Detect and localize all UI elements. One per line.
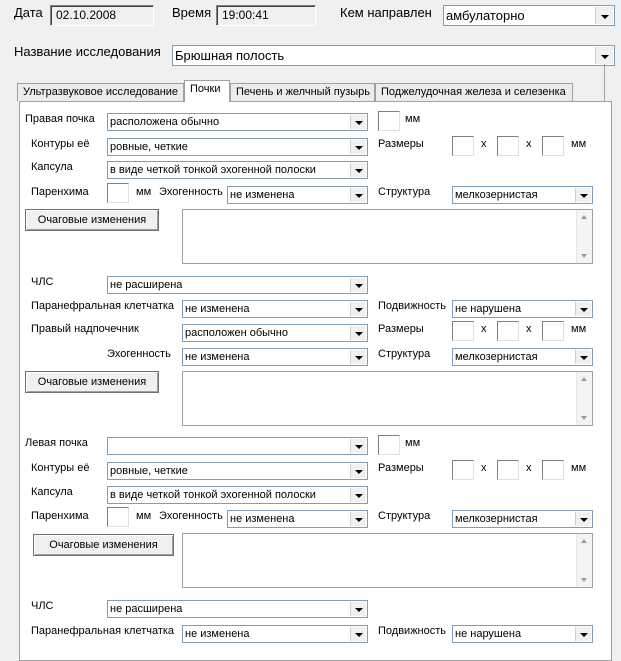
tab-kidneys[interactable]: Почки <box>184 80 230 102</box>
right-kidney-pcs-value: не расширена <box>110 279 183 291</box>
right-adrenal-size-mm-label: мм <box>571 323 587 335</box>
right-kidney-contours-value: ровные, четкие <box>110 141 188 153</box>
right-kidney-echogenicity-value: не изменена <box>230 189 295 201</box>
chevron-down-icon[interactable] <box>350 439 366 453</box>
left-kidney-position-select[interactable] <box>107 437 368 455</box>
left-kidney-length-input[interactable] <box>452 460 474 480</box>
left-kidney-sizes-label: Размеры <box>378 462 424 474</box>
right-adrenal-x1-label: x <box>481 323 487 335</box>
study-name-value: Брюшная полость <box>175 48 285 63</box>
left-kidney-parenchyma-mm-label: мм <box>136 510 152 522</box>
right-kidney-capsule-select[interactable] <box>107 161 368 179</box>
right-kidney-structure-value: мелкозернистая <box>455 189 538 201</box>
tab-liver-gallbladder[interactable]: Печень и желчный пузырь <box>230 83 375 101</box>
right-adrenal-echogenicity-select[interactable] <box>182 348 368 366</box>
right-kidney-parenchyma-label: Паренхима <box>31 186 89 198</box>
right-kidney-depth-input[interactable] <box>542 136 564 156</box>
right-kidney-contours-select[interactable] <box>107 138 368 156</box>
chevron-down-icon[interactable] <box>350 488 366 502</box>
left-kidney-focal-changes-button[interactable]: Очаговые изменения <box>33 534 174 556</box>
right-kidney-mm-label: мм <box>405 113 421 125</box>
left-kidney-width-input[interactable] <box>497 460 519 480</box>
tab-pancreas-spleen[interactable]: Поджелудочная железа и селезенка <box>375 83 573 101</box>
left-kidney-mobility-select[interactable] <box>452 625 593 643</box>
right-kidney-pcs-select[interactable] <box>107 276 368 294</box>
left-kidney-mm-label: мм <box>405 437 421 449</box>
left-kidney-label: Левая почка <box>25 437 88 449</box>
tab-ultrasound[interactable]: Ультразвуковое исследование <box>17 83 184 101</box>
chevron-down-icon[interactable] <box>350 602 366 616</box>
chevron-down-icon[interactable] <box>575 302 591 316</box>
right-kidney-mobility-select[interactable] <box>452 300 593 318</box>
right-kidney-echogenicity-select[interactable] <box>227 186 368 204</box>
referred-by-label: Кем направлен <box>340 5 432 20</box>
left-kidney-paranephric-label: Паранефральная клетчатка <box>31 625 175 637</box>
left-kidney-paranephric-select[interactable] <box>182 625 368 643</box>
right-kidney-structure-label: Структура <box>378 186 431 198</box>
left-kidney-depth-input[interactable] <box>542 460 564 480</box>
chevron-down-icon[interactable] <box>350 512 366 526</box>
left-kidney-pcs-label: ЧЛС <box>31 600 54 612</box>
right-kidney-contours-label: Контуры её <box>31 138 90 150</box>
left-kidney-echogenicity-value: не изменена <box>230 513 295 525</box>
chevron-down-icon[interactable] <box>350 163 366 177</box>
scroll-up-arrow-icon[interactable] <box>576 534 592 587</box>
left-kidney-size-input[interactable] <box>378 435 400 455</box>
left-kidney-x1-label: x <box>481 462 487 474</box>
right-kidney-paranephric-select[interactable] <box>182 300 368 318</box>
right-adrenal-length-input[interactable] <box>452 321 474 341</box>
chevron-down-icon[interactable] <box>575 512 591 526</box>
right-kidney-parenchyma-input[interactable] <box>107 183 129 203</box>
right-kidney-parenchyma-mm-label: мм <box>136 186 152 198</box>
time-field[interactable]: 19:00:41 <box>216 5 316 26</box>
left-kidney-pcs-select[interactable] <box>107 600 368 618</box>
scroll-up-arrow-icon[interactable] <box>576 210 592 263</box>
chevron-down-icon[interactable] <box>575 188 591 202</box>
chevron-down-icon[interactable] <box>595 47 613 64</box>
left-kidney-capsule-label: Капсула <box>31 486 73 498</box>
chevron-down-icon[interactable] <box>575 627 591 641</box>
right-kidney-paranephric-value: не изменена <box>185 303 250 315</box>
right-kidney-length-input[interactable] <box>452 136 474 156</box>
left-kidney-size-mm-label: мм <box>571 462 587 474</box>
right-kidney-label: Правая почка <box>25 113 95 125</box>
left-kidney-structure-label: Структура <box>378 510 431 522</box>
time-label: Время <box>172 5 212 20</box>
right-adrenal-width-input[interactable] <box>497 321 519 341</box>
right-kidney-size-mm-label: мм <box>571 138 587 150</box>
left-kidney-pcs-value: не расширена <box>110 603 183 615</box>
right-kidney-mobility-value: не нарушена <box>455 303 522 315</box>
referred-by-value: амбулаторно <box>446 8 525 23</box>
left-kidney-contours-select[interactable] <box>107 462 368 480</box>
right-adrenal-sizes-label: Размеры <box>378 323 424 335</box>
right-kidney-sizes-label: Размеры <box>378 138 424 150</box>
right-kidney-mobility-label: Подвижность <box>378 300 447 312</box>
right-adrenal-echogenicity-value: не изменена <box>185 351 250 363</box>
chevron-down-icon[interactable] <box>350 326 366 340</box>
right-adrenal-structure-label: Структура <box>378 348 431 360</box>
chevron-down-icon[interactable] <box>595 7 613 24</box>
left-kidney-focal-changes-memo[interactable] <box>182 533 593 588</box>
left-kidney-parenchyma-input[interactable] <box>107 507 129 527</box>
right-adrenal-position-value: расположен обычно <box>185 327 288 339</box>
right-adrenal-focal-changes-memo[interactable] <box>182 371 593 426</box>
left-kidney-contours-label: Контуры её <box>31 462 90 474</box>
right-kidney-capsule-value: в виде четкой тонкой эхогенной полоски <box>110 164 316 176</box>
left-kidney-mobility-value: не нарушена <box>455 628 522 640</box>
date-label: Дата <box>14 5 43 20</box>
right-adrenal-x2-label: x <box>526 323 532 335</box>
chevron-down-icon[interactable] <box>350 115 366 129</box>
left-kidney-capsule-value: в виде четкой тонкой эхогенной полоски <box>110 489 316 501</box>
left-kidney-capsule-select[interactable] <box>107 486 368 504</box>
left-kidney-parenchyma-label: Паренхима <box>31 510 89 522</box>
right-adrenal-label: Правый надпочечник <box>31 323 139 335</box>
referred-by-select[interactable] <box>443 5 615 26</box>
right-adrenal-structure-select[interactable] <box>452 348 593 366</box>
chevron-down-icon[interactable] <box>350 188 366 202</box>
right-kidney-position-select[interactable] <box>107 113 368 131</box>
right-kidney-width-input[interactable] <box>497 136 519 156</box>
right-kidney-focal-changes-button[interactable]: Очаговые изменения <box>25 209 159 231</box>
chevron-down-icon[interactable] <box>350 350 366 364</box>
right-kidney-echogenicity-label: Эхогенность <box>159 186 223 198</box>
right-adrenal-depth-input[interactable] <box>542 321 564 341</box>
study-name-label: Название исследования <box>14 44 161 59</box>
chevron-down-icon[interactable] <box>350 464 366 478</box>
chevron-down-icon[interactable] <box>350 278 366 292</box>
right-kidney-structure-select[interactable] <box>452 186 593 204</box>
right-kidney-paranephric-label: Паранефральная клетчатка <box>31 300 175 312</box>
right-kidney-capsule-label: Капсула <box>31 161 73 173</box>
left-kidney-echogenicity-select[interactable] <box>227 510 368 528</box>
chevron-down-icon[interactable] <box>350 140 366 154</box>
right-adrenal-focal-changes-button[interactable]: Очаговые изменения <box>25 371 159 393</box>
right-kidney-size-input[interactable] <box>378 111 400 131</box>
left-kidney-mobility-label: Подвижность <box>378 625 447 637</box>
scroll-up-arrow-icon[interactable] <box>576 372 592 425</box>
left-kidney-paranephric-value: не изменена <box>185 628 250 640</box>
right-adrenal-structure-value: мелкозернистая <box>455 351 538 363</box>
right-kidney-position-value: расположена обычно <box>110 116 220 128</box>
left-kidney-structure-value: мелкозернистая <box>455 513 538 525</box>
left-kidney-contours-value: ровные, четкие <box>110 465 188 477</box>
study-name-select[interactable] <box>172 45 615 66</box>
left-kidney-echogenicity-label: Эхогенность <box>159 510 223 522</box>
right-kidney-pcs-label: ЧЛС <box>31 276 54 288</box>
right-kidney-x1-label: x <box>481 138 487 150</box>
chevron-down-icon[interactable] <box>350 627 366 641</box>
right-adrenal-echogenicity-label: Эхогенность <box>107 348 171 360</box>
right-kidney-focal-changes-memo[interactable] <box>182 209 593 264</box>
left-kidney-x2-label: x <box>526 462 532 474</box>
right-kidney-x2-label: x <box>526 138 532 150</box>
chevron-down-icon[interactable] <box>575 350 591 364</box>
date-field[interactable]: 02.10.2008 <box>50 5 154 26</box>
left-kidney-structure-select[interactable] <box>452 510 593 528</box>
right-adrenal-position-select[interactable] <box>182 324 368 342</box>
chevron-down-icon[interactable] <box>350 302 366 316</box>
